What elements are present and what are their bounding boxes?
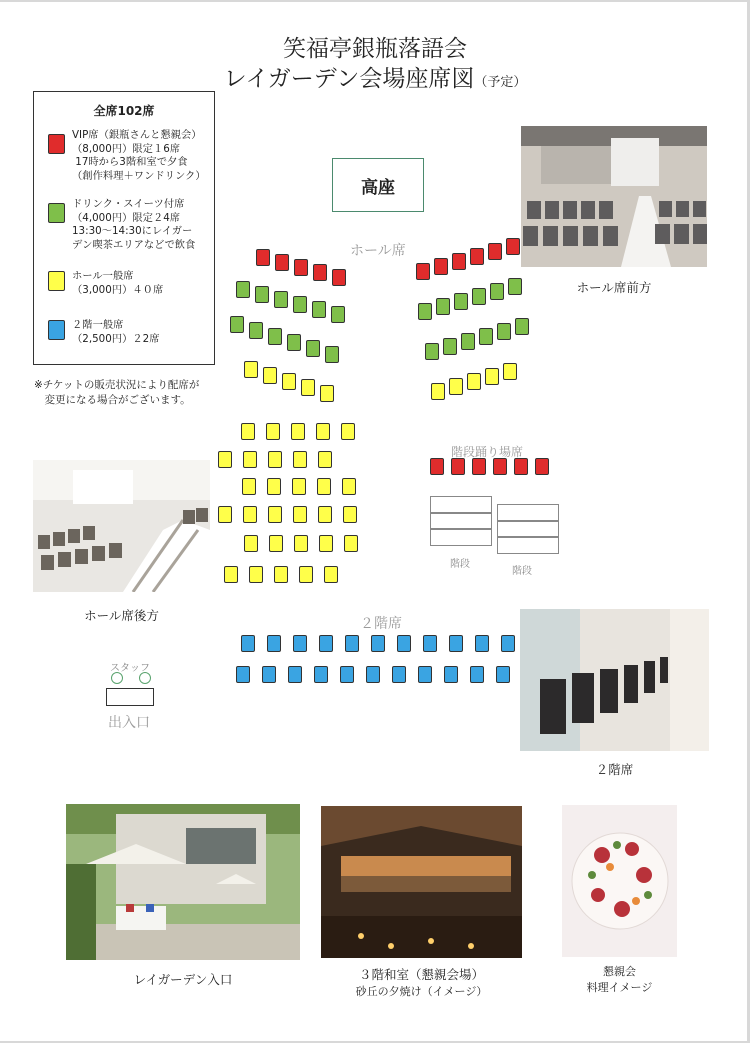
seat-blue (236, 666, 250, 683)
seat-green (236, 281, 250, 298)
seat-yellow (485, 368, 499, 385)
seat-yellow (299, 566, 313, 583)
seat-blue (241, 635, 255, 652)
hall-seats-label: ホール席 (350, 243, 406, 259)
entrance-label: 出入口 (108, 715, 150, 731)
seat-blue (418, 666, 432, 683)
legend-text-vip: VIP席（銀瓶さんと懇親会） （8,000円）限定１6席 17時から3階和室で夕食 （創作料理＋ワンドリンク） (72, 129, 206, 182)
seat-green (331, 306, 345, 323)
seat-yellow (243, 506, 257, 523)
seat-yellow (249, 566, 263, 583)
legend-swatch-vip (48, 134, 65, 154)
seat-yellow (244, 535, 258, 552)
photo-floor2 (520, 609, 709, 751)
seat-blue (371, 635, 385, 652)
seat-green (508, 278, 522, 295)
photo-hall-back (33, 460, 210, 592)
subtitle-suffix: （予定） (474, 75, 527, 90)
seat-green (461, 333, 475, 350)
stairs-label-left: 階段 (450, 559, 470, 570)
seat-blue (340, 666, 354, 683)
legend-swatch-hall (48, 271, 65, 291)
seat-green (268, 328, 282, 345)
seat-blue (366, 666, 380, 683)
hall-back-image (33, 460, 210, 592)
washitsu-image (321, 806, 522, 958)
stair-step (497, 536, 559, 554)
seat-green (425, 343, 439, 360)
seat-red (470, 248, 484, 265)
seat-yellow (344, 535, 358, 552)
seat-yellow (503, 363, 517, 380)
seat-yellow (343, 506, 357, 523)
page-title: 笑福亭銀瓶落語会 (283, 36, 467, 62)
photo-washitsu (321, 806, 522, 958)
seat-yellow (243, 451, 257, 468)
seat-red (506, 238, 520, 255)
legend-text-drink: ドリンク・スイーツ付席 （4,000円）限定２4席 13:30～14:30にレイガー デン喫茶エリアなどで飲食 (72, 198, 196, 251)
caption-entrance: レイガーデン入口 (133, 972, 233, 987)
seat-red (416, 263, 430, 280)
seat-blue (501, 635, 515, 652)
seat-green (293, 296, 307, 313)
seat-green (443, 338, 457, 355)
seat-red (472, 458, 486, 475)
seat-blue (288, 666, 302, 683)
seat-green (306, 340, 320, 357)
subtitle-main: レイガーデン会場座席図 (223, 66, 475, 92)
seat-yellow (224, 566, 238, 583)
seat-red (452, 253, 466, 270)
seat-yellow (263, 367, 277, 384)
seat-green (287, 334, 301, 351)
seat-blue (319, 635, 333, 652)
seat-green (249, 322, 263, 339)
legend-text-floor2: ２階一般席 （2,500円）２2席 (72, 319, 160, 345)
staff-marker-icon (139, 672, 151, 684)
seat-red (535, 458, 549, 475)
seat-red (488, 243, 502, 260)
seat-yellow (244, 361, 258, 378)
seat-green (230, 316, 244, 333)
seat-yellow (218, 451, 232, 468)
subcaption-meal: 料理イメージ (586, 981, 653, 994)
seat-red (493, 458, 507, 475)
seat-yellow (324, 566, 338, 583)
seat-yellow (294, 535, 308, 552)
photo-meal (562, 805, 677, 957)
seat-green (479, 328, 493, 345)
seat-yellow (342, 478, 356, 495)
legend-swatch-drink (48, 203, 65, 223)
staff-label: スタッフ (110, 663, 150, 674)
seat-green (312, 301, 326, 318)
seat-yellow (282, 373, 296, 390)
seat-blue (293, 635, 307, 652)
seat-red (313, 264, 327, 281)
entrance-door (106, 688, 154, 706)
seat-blue (262, 666, 276, 683)
seat-red (332, 269, 346, 286)
seat-yellow (317, 478, 331, 495)
meal-image (562, 805, 677, 957)
caption-floor2: ２階席 (595, 762, 634, 777)
seat-yellow (319, 535, 333, 552)
hall-front-image (521, 126, 707, 267)
seat-green (472, 288, 486, 305)
seat-red (430, 458, 444, 475)
legend-box (33, 91, 215, 365)
floor2-label: ２階席 (360, 616, 402, 632)
stair-step (430, 528, 492, 546)
seat-yellow (268, 506, 282, 523)
subcaption-washitsu: 砂丘の夕焼け（イメージ） (355, 985, 488, 998)
stair-landing-label: 階段踊り場席 (451, 445, 524, 459)
seat-yellow (218, 506, 232, 523)
page-subtitle (0, 60, 750, 93)
seat-blue (496, 666, 510, 683)
seat-yellow (318, 506, 332, 523)
seat-yellow (316, 423, 330, 440)
seat-red (275, 254, 289, 271)
seat-yellow (431, 383, 445, 400)
seat-green (274, 291, 288, 308)
seat-blue (470, 666, 484, 683)
seat-blue (392, 666, 406, 683)
photo-hall-front (521, 126, 707, 267)
caption-meal: 懇親会 (603, 965, 636, 978)
seat-yellow (320, 385, 334, 402)
seat-yellow (293, 451, 307, 468)
seat-green (325, 346, 339, 363)
seat-green (497, 323, 511, 340)
seat-green (255, 286, 269, 303)
seat-yellow (242, 478, 256, 495)
seat-green (515, 318, 529, 335)
seat-red (451, 458, 465, 475)
seat-blue (314, 666, 328, 683)
seat-yellow (241, 423, 255, 440)
seat-yellow (269, 535, 283, 552)
legend-heading: 全席102席 (93, 104, 155, 118)
legend-text-hall: ホール一般席 （3,000円）４０席 (72, 270, 164, 296)
caption-washitsu: ３階和室（懇親会場） (358, 967, 484, 982)
seat-yellow (292, 478, 306, 495)
seat-yellow (341, 423, 355, 440)
seat-green (418, 303, 432, 320)
seat-green (490, 283, 504, 300)
seat-blue (423, 635, 437, 652)
seat-yellow (449, 378, 463, 395)
seat-yellow (266, 423, 280, 440)
seat-yellow (291, 423, 305, 440)
seat-yellow (274, 566, 288, 583)
seat-green (454, 293, 468, 310)
notice-text: ※チケットの販売状況により配席が 変更になる場合がございます。 (34, 379, 200, 406)
floor2-image (520, 609, 709, 751)
seat-blue (449, 635, 463, 652)
entrance-image (66, 804, 300, 960)
seat-yellow (268, 451, 282, 468)
koza-stage: 高座 (332, 158, 424, 212)
seat-green (436, 298, 450, 315)
seat-yellow (318, 451, 332, 468)
seat-yellow (293, 506, 307, 523)
caption-hall-front: ホール席前方 (576, 280, 652, 295)
seat-yellow (467, 373, 481, 390)
seat-blue (345, 635, 359, 652)
seat-red (256, 249, 270, 266)
seat-red (434, 258, 448, 275)
page-border (0, 0, 750, 2)
seat-blue (475, 635, 489, 652)
seat-blue (267, 635, 281, 652)
seat-blue (444, 666, 458, 683)
seat-red (294, 259, 308, 276)
staff-marker-icon (111, 672, 123, 684)
seat-yellow (301, 379, 315, 396)
stairs-label-right: 階段 (512, 566, 532, 577)
seat-red (514, 458, 528, 475)
caption-hall-back: ホール席後方 (84, 608, 159, 623)
photo-entrance (66, 804, 300, 960)
seat-yellow (267, 478, 281, 495)
seat-blue (397, 635, 411, 652)
legend-swatch-floor2 (48, 320, 65, 340)
